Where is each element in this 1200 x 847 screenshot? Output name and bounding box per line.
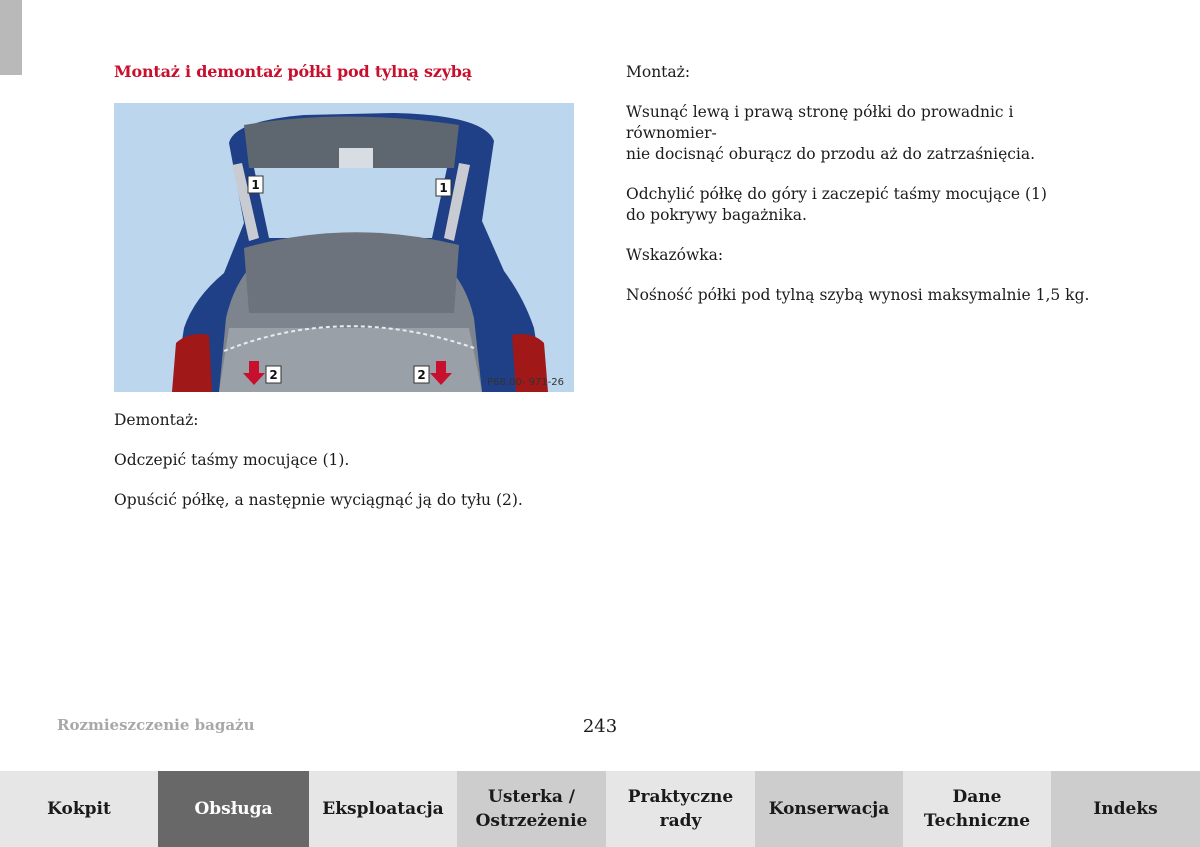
paragraph-line: Wsunąć lewą i prawą stronę półki do prowadnic i równomier-	[626, 103, 1014, 142]
paragraph-line: do pokrywy bagażnika.	[626, 206, 807, 224]
paragraph-line: Montaż:	[626, 63, 691, 81]
nav-tab-label: Praktyczne	[627, 787, 734, 807]
nav-tab-label: rady	[659, 811, 702, 831]
paragraph	[114, 490, 584, 511]
right-column	[626, 62, 1106, 325]
nav-tab-label: Eksploatacja	[322, 799, 444, 819]
nav-tab-usterka-ostrzeżenie[interactable]	[457, 771, 606, 847]
nav-tab-kokpit[interactable]	[0, 771, 158, 847]
nav-tab-praktyczne-rady[interactable]	[606, 771, 755, 847]
paragraph-line: Nośność półki pod tylną szybą wynosi maksymalnie 1,5 kg.	[626, 286, 1090, 304]
paragraph	[626, 285, 1106, 306]
callout-1-left: 1	[251, 178, 260, 192]
nav-tab-konserwacja[interactable]	[755, 771, 903, 847]
paragraph-line: Wskazówka:	[626, 246, 724, 264]
chapter-nav	[0, 771, 1200, 847]
callout-1-right: 1	[439, 181, 448, 195]
nav-tab-label: Usterka /	[488, 787, 575, 807]
paragraph	[626, 62, 1106, 83]
nav-tab-label: Ostrzeżenie	[475, 811, 588, 831]
trunk-illustration	[114, 103, 574, 392]
paragraph-line: Odczepić taśmy mocujące (1).	[114, 451, 350, 469]
nav-tab-label: Dane	[952, 787, 1002, 807]
nav-tab-label: Indeks	[1093, 799, 1158, 819]
callout-2-left: 2	[269, 368, 278, 382]
paragraph-line: Opuścić półkę, a następnie wyciągnąć ją do tyłu (2).	[114, 491, 523, 509]
paragraph-line: Demontaż:	[114, 411, 199, 429]
nav-tab-label: Techniczne	[923, 811, 1031, 831]
nav-tab-label: Kokpit	[47, 799, 111, 819]
paragraph	[114, 450, 584, 471]
corner-tab-marker	[0, 0, 22, 75]
nav-tab-obsługa[interactable]	[158, 771, 309, 847]
paragraph	[626, 102, 1106, 165]
footer-section-label: Rozmieszczenie bagażu	[57, 716, 255, 734]
paragraph	[114, 410, 584, 431]
section-title: Montaż i demontaż półki pod tylną szybą	[114, 62, 472, 81]
paragraph	[626, 245, 1106, 266]
nav-tab-eksploatacja[interactable]	[309, 771, 457, 847]
nav-tab-dane-techniczne[interactable]	[903, 771, 1051, 847]
page-number: 243	[582, 716, 618, 737]
callout-2-right: 2	[417, 368, 426, 382]
paragraph	[626, 184, 1106, 226]
left-column	[114, 410, 584, 530]
figure-code: P68.00- 971-26	[487, 377, 564, 388]
nav-tab-indeks[interactable]	[1051, 771, 1200, 847]
paragraph-line: nie docisnąć oburącz do przodu aż do zatrzaśnięcia.	[626, 145, 1036, 163]
nav-tab-label: Obsługa	[194, 799, 273, 819]
nav-tab-label: Konserwacja	[768, 799, 890, 819]
paragraph-line: Odchylić półkę do góry i zaczepić taśmy mocujące (1)	[626, 185, 1047, 203]
